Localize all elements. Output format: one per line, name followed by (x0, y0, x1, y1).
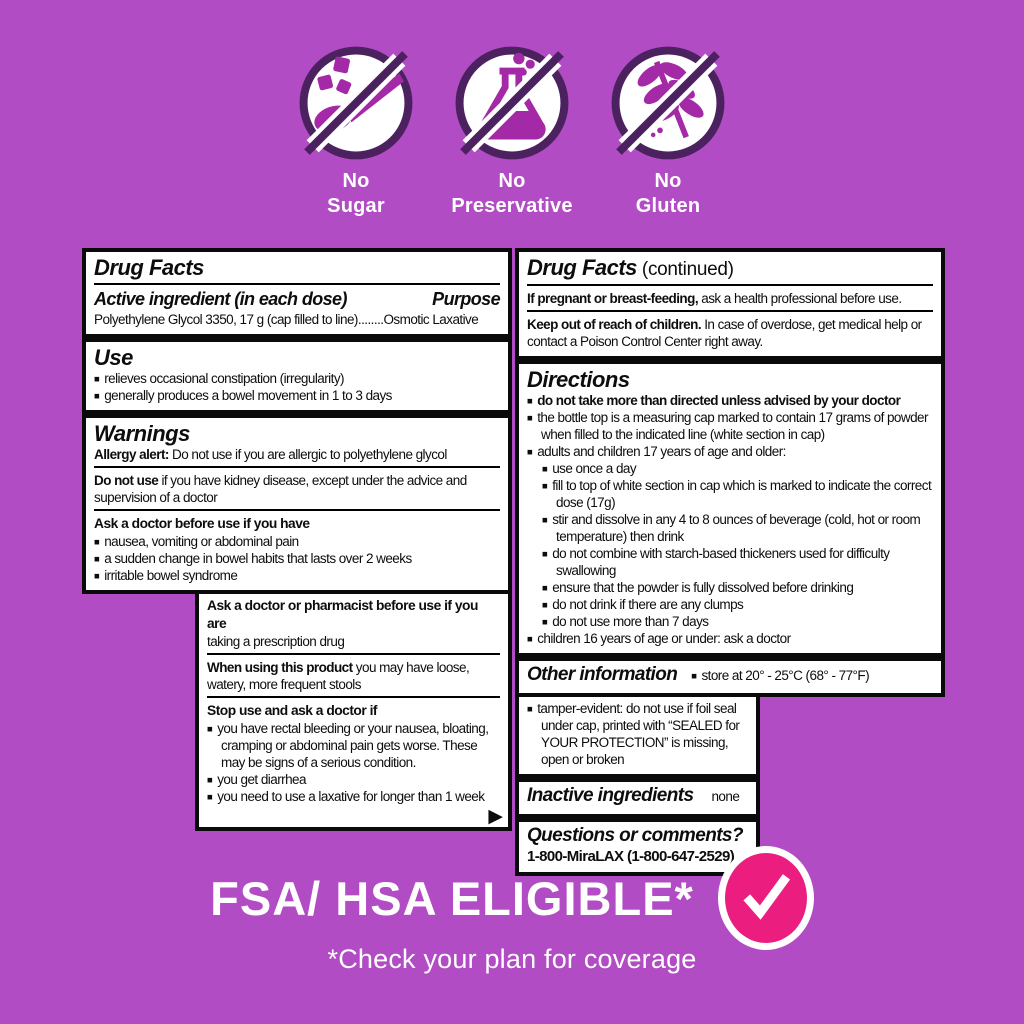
continued-suffix: (continued) (641, 259, 734, 280)
divider (94, 283, 500, 285)
drug-facts-title-text: Drug Facts (527, 255, 637, 280)
drug-facts-title: Drug Facts (94, 255, 204, 280)
use-title: Use (94, 344, 133, 370)
keep-out-of-reach-line (527, 316, 933, 350)
badge-no-sugar (296, 46, 416, 219)
badge-no-sugar-label (327, 169, 385, 219)
do-not-use-text: if you have kidney disease, except under the advice and supervision of a doctor (94, 473, 467, 506)
drug-facts-left-column (82, 248, 512, 831)
directions-item: ■ children 16 years of age or under: ask a doctor (527, 630, 933, 647)
divider (94, 466, 500, 468)
badge-label-line1: No (654, 170, 682, 192)
badge-no-gluten-label (636, 169, 701, 219)
divider (207, 696, 500, 698)
directions-subitem: ■ do not use more than 7 days (542, 613, 933, 630)
keep-out-text: In case of overdose, get medical help or contact a Poison Control Center right away. (527, 316, 922, 349)
when-using-lead: When using this product (207, 660, 353, 676)
badge-no-gluten (608, 46, 728, 219)
no-sugar-icon (299, 46, 413, 160)
stop-use-item: ■ you get diarrhea (207, 771, 500, 788)
divider (527, 284, 933, 286)
directions-item: ■ do not take more than directed unless advised by your doctor (527, 392, 933, 409)
inactive-ingredients-title: Inactive ingredients (527, 784, 694, 806)
questions-phone-number: 1-800-MiraLAX (1-800-647-2529) (527, 847, 735, 865)
inactive-ingredients-value: none (711, 788, 740, 804)
coverage-disclaimer: *Check your plan for coverage (327, 944, 697, 974)
directions-subitem: ■ stir and dissolve in any 4 to 8 ounces of beverage (cold, hot or room temperature) then drink (542, 511, 933, 545)
badge-no-preservative (452, 46, 572, 219)
do-not-use-line (94, 472, 500, 506)
checkmark-badge (718, 846, 814, 950)
other-information-body-box (515, 693, 760, 778)
allergy-alert-lead: Allergy alert: (94, 447, 169, 463)
no-gluten-icon (611, 46, 725, 160)
do-not-use-lead: Do not use (94, 473, 159, 489)
divider (207, 653, 500, 655)
badge-label-line2: Gluten (635, 195, 701, 217)
drug-facts-header-box (82, 248, 512, 338)
directions-subitem: ■ fill to top of white section in cap which is marked to indicate the correct dose (17g) (542, 477, 933, 511)
warnings-box (82, 414, 512, 594)
warnings-continued-box (195, 590, 512, 831)
directions-box (515, 360, 945, 657)
directions-subitem: ■ do not drink if there are any clumps (542, 596, 933, 613)
fsa-hsa-headline: FSA/ HSA ELIGIBLE* (210, 871, 694, 925)
divider (527, 310, 933, 312)
directions-item: ■ the bottle top is a measuring cap marked to contain 17 grams of powder when filled to the indicated line (white section in cap) (527, 409, 933, 443)
warnings-title: Warnings (94, 421, 190, 447)
other-information-title: Other information (527, 664, 678, 686)
use-box (82, 338, 512, 414)
tamper-evident-item: ■ tamper-evident: do not use if foil seal under cap, printed with “SEALED for YOUR PROTECTION” is missing, open or broken (527, 700, 748, 768)
divider (94, 509, 500, 511)
directions-item: ■ adults and children 17 years of age and older: (527, 443, 933, 460)
drug-facts-continued-title (527, 255, 933, 281)
questions-title: Questions or comments? (527, 824, 743, 846)
inactive-ingredients-box (515, 778, 760, 818)
badge-label-line1: No (498, 170, 526, 192)
stop-use-item: ■ you need to use a laxative for longer than 1 week (207, 788, 500, 805)
badge-no-preservative-label (451, 169, 572, 219)
stop-use-item: ■ you have rectal bleeding or your nausea, bloating, cramping or abdominal pain gets worse. These may be signs of a serious condition. (207, 720, 500, 771)
other-information-header-box (515, 657, 945, 697)
badge-label-line2: Sugar (327, 195, 385, 217)
ask-pharmacist-heading: Ask a doctor or pharmacist before use if you are (207, 598, 478, 632)
keep-out-lead: Keep out of reach of children. (527, 316, 702, 332)
allergy-alert-line (94, 446, 500, 463)
store-temperature-item: ■ store at 20° - 25°C (68° - 77°F) (691, 667, 869, 684)
when-using-line (207, 659, 500, 693)
badge-label-line1: No (342, 170, 370, 192)
drug-facts-right-column (515, 248, 945, 876)
pregnant-lead: If pregnant or breast-feeding, (527, 290, 699, 306)
pregnant-text: ask a health professional before use. (701, 290, 902, 306)
ask-doctor-heading: Ask a doctor before use if you have (94, 516, 310, 532)
directions-subitem: ■ ensure that the powder is fully dissolved before drinking (542, 579, 933, 596)
directions-subitem: ■ do not combine with starch-based thickeners used for difficulty swallowing (542, 545, 933, 579)
use-item: ■ relieves occasional constipation (irregularity) (94, 370, 500, 387)
feature-badges-row (0, 46, 1024, 219)
continued-arrow-icon: ▶ (488, 806, 503, 828)
ask-doctor-item: ■ a sudden change in bowel habits that lasts over 2 weeks (94, 550, 500, 567)
fsa-hsa-row (0, 845, 1024, 951)
allergy-alert-text: Do not use if you are allergic to polyethylene glycol (172, 447, 447, 463)
ask-doctor-item: ■ irritable bowel syndrome (94, 567, 500, 584)
when-using-text: you may have loose, watery, more frequent stools (207, 660, 470, 693)
directions-title: Directions (527, 366, 630, 392)
directions-subitem: ■ use once a day (542, 460, 933, 477)
ask-doctor-item: ■ nausea, vomiting or abdominal pain (94, 533, 500, 550)
checkmark-icon (734, 864, 798, 933)
drug-facts-continued-box (515, 248, 945, 360)
ask-pharmacist-text: taking a prescription drug (207, 634, 345, 650)
purpose-heading: Purpose (432, 289, 500, 310)
stop-use-heading: Stop use and ask a doctor if (207, 703, 377, 719)
pregnant-line (527, 290, 933, 307)
active-ingredient-line: Polyethylene Glycol 3350, 17 g (cap filled to line)........Osmotic Laxative (94, 311, 479, 327)
active-ingredient-heading: Active ingredient (in each dose) (94, 289, 347, 310)
use-item: ■ generally produces a bowel movement in 1 to 3 days (94, 387, 500, 404)
badge-label-line2: Preservative (451, 195, 573, 217)
no-preservative-icon (455, 46, 569, 160)
